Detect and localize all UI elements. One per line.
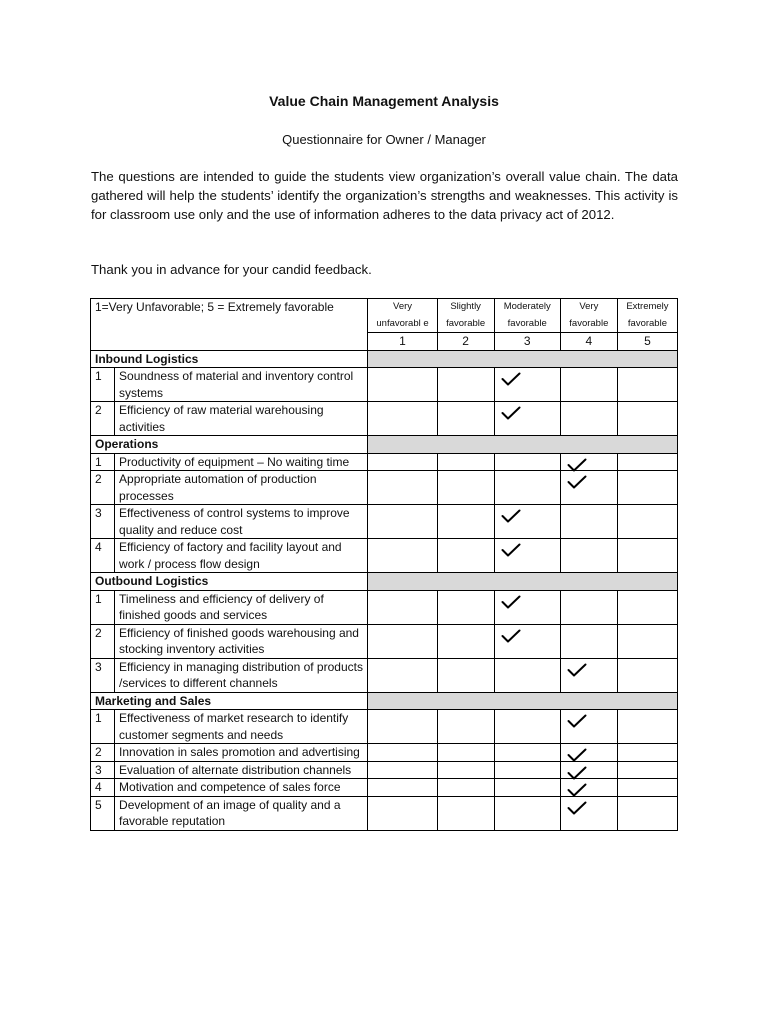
thanks-paragraph: Thank you in advance for your candid feedback. bbox=[91, 262, 372, 277]
rating-cell-1 bbox=[368, 658, 437, 692]
item-text: Appropriate automation of production processes bbox=[115, 471, 368, 505]
item-text: Soundness of material and inventory control systems bbox=[115, 368, 368, 402]
checkmark-icon bbox=[567, 748, 587, 762]
table-row bbox=[91, 402, 678, 436]
rating-cell-2 bbox=[437, 761, 494, 779]
item-number: 2 bbox=[91, 624, 115, 658]
checkmark-icon bbox=[501, 372, 521, 386]
column-header-4: Very favorable bbox=[560, 299, 617, 333]
checkmark-icon bbox=[567, 475, 587, 489]
rating-cell-2 bbox=[437, 453, 494, 471]
rating-cell-2 bbox=[437, 658, 494, 692]
item-number: 4 bbox=[91, 779, 115, 797]
checkmark-icon bbox=[567, 783, 587, 797]
table-row bbox=[91, 761, 678, 779]
rating-cell-4 bbox=[560, 539, 617, 573]
rating-cell-4 bbox=[560, 453, 617, 471]
item-number: 2 bbox=[91, 744, 115, 762]
rating-cell-5 bbox=[617, 590, 677, 624]
rating-cell-3 bbox=[494, 658, 560, 692]
table-row bbox=[91, 624, 678, 658]
table-row bbox=[91, 471, 678, 505]
rating-cell-3 bbox=[494, 624, 560, 658]
rating-cell-5 bbox=[617, 796, 677, 830]
table-row bbox=[91, 658, 678, 692]
scale-number-1: 1 bbox=[368, 333, 437, 351]
item-number: 1 bbox=[91, 368, 115, 402]
section-row bbox=[91, 692, 678, 710]
item-text: Evaluation of alternate distribution channels bbox=[115, 761, 368, 779]
rating-cell-4 bbox=[560, 624, 617, 658]
item-text: Effectiveness of control systems to improve quality and reduce cost bbox=[115, 505, 368, 539]
rating-cell-2 bbox=[437, 624, 494, 658]
rating-cell-3 bbox=[494, 471, 560, 505]
table-row bbox=[91, 796, 678, 830]
rating-cell-5 bbox=[617, 539, 677, 573]
item-text: Efficiency of factory and facility layout and work / process flow design bbox=[115, 539, 368, 573]
rating-cell-3 bbox=[494, 453, 560, 471]
rating-cell-2 bbox=[437, 368, 494, 402]
rating-cell-5 bbox=[617, 779, 677, 797]
item-number: 1 bbox=[91, 453, 115, 471]
rating-cell-1 bbox=[368, 761, 437, 779]
table-row bbox=[91, 539, 678, 573]
rating-cell-5 bbox=[617, 402, 677, 436]
rating-cell-3 bbox=[494, 779, 560, 797]
table-row bbox=[91, 453, 678, 471]
checkmark-icon bbox=[567, 766, 587, 780]
section-shading bbox=[368, 573, 678, 591]
item-number: 5 bbox=[91, 796, 115, 830]
table-row bbox=[91, 744, 678, 762]
rating-cell-4 bbox=[560, 658, 617, 692]
rating-cell-5 bbox=[617, 453, 677, 471]
rating-cell-3 bbox=[494, 539, 560, 573]
scale-number-4: 4 bbox=[560, 333, 617, 351]
section-shading bbox=[368, 692, 678, 710]
rating-cell-3 bbox=[494, 710, 560, 744]
rating-cell-4 bbox=[560, 796, 617, 830]
table-row bbox=[91, 590, 678, 624]
checkmark-icon bbox=[567, 663, 587, 677]
item-text: Innovation in sales promotion and advertising bbox=[115, 744, 368, 762]
table-row bbox=[91, 710, 678, 744]
rating-cell-1 bbox=[368, 744, 437, 762]
rating-cell-3 bbox=[494, 744, 560, 762]
rating-cell-4 bbox=[560, 590, 617, 624]
item-number: 3 bbox=[91, 658, 115, 692]
rating-cell-2 bbox=[437, 505, 494, 539]
rating-cell-5 bbox=[617, 658, 677, 692]
table-row bbox=[91, 779, 678, 797]
checkmark-icon bbox=[567, 714, 587, 728]
table-row bbox=[91, 368, 678, 402]
item-number: 1 bbox=[91, 590, 115, 624]
rating-cell-3 bbox=[494, 505, 560, 539]
rating-cell-4 bbox=[560, 744, 617, 762]
rating-cell-2 bbox=[437, 744, 494, 762]
rating-cell-3 bbox=[494, 402, 560, 436]
rating-cell-3 bbox=[494, 796, 560, 830]
section-row bbox=[91, 350, 678, 368]
rating-cell-5 bbox=[617, 710, 677, 744]
rating-cell-1 bbox=[368, 402, 437, 436]
item-number: 1 bbox=[91, 710, 115, 744]
rating-cell-1 bbox=[368, 710, 437, 744]
section-heading: Outbound Logistics bbox=[91, 573, 368, 591]
rating-cell-2 bbox=[437, 539, 494, 573]
rating-cell-5 bbox=[617, 744, 677, 762]
scale-number-2: 2 bbox=[437, 333, 494, 351]
item-text: Timeliness and efficiency of delivery of finished goods and services bbox=[115, 590, 368, 624]
rating-cell-2 bbox=[437, 796, 494, 830]
rating-cell-1 bbox=[368, 505, 437, 539]
column-header-3: Moderately favorable bbox=[494, 299, 560, 333]
rating-cell-1 bbox=[368, 471, 437, 505]
rating-cell-2 bbox=[437, 779, 494, 797]
checkmark-icon bbox=[501, 629, 521, 643]
rating-cell-1 bbox=[368, 453, 437, 471]
item-text: Efficiency of raw material warehousing activities bbox=[115, 402, 368, 436]
questionnaire-table bbox=[90, 298, 678, 831]
section-heading: Inbound Logistics bbox=[91, 350, 368, 368]
rating-cell-5 bbox=[617, 471, 677, 505]
rating-legend: 1=Very Unfavorable; 5 = Extremely favorable bbox=[91, 299, 368, 351]
rating-cell-4 bbox=[560, 505, 617, 539]
rating-cell-5 bbox=[617, 368, 677, 402]
checkmark-icon bbox=[501, 543, 521, 557]
section-shading bbox=[368, 436, 678, 454]
document-title: Value Chain Management Analysis bbox=[269, 93, 499, 109]
item-number: 3 bbox=[91, 761, 115, 779]
rating-cell-2 bbox=[437, 590, 494, 624]
rating-cell-1 bbox=[368, 590, 437, 624]
column-header-1: Very unfavorabl e bbox=[368, 299, 437, 333]
rating-cell-1 bbox=[368, 779, 437, 797]
rating-cell-4 bbox=[560, 368, 617, 402]
scale-number-3: 3 bbox=[494, 333, 560, 351]
section-row bbox=[91, 573, 678, 591]
rating-cell-4 bbox=[560, 402, 617, 436]
item-number: 3 bbox=[91, 505, 115, 539]
rating-cell-4 bbox=[560, 710, 617, 744]
scale-number-5: 5 bbox=[617, 333, 677, 351]
section-heading: Marketing and Sales bbox=[91, 692, 368, 710]
checkmark-icon bbox=[501, 595, 521, 609]
rating-cell-2 bbox=[437, 402, 494, 436]
rating-cell-4 bbox=[560, 779, 617, 797]
item-text: Motivation and competence of sales force bbox=[115, 779, 368, 797]
section-row bbox=[91, 436, 678, 454]
checkmark-icon bbox=[567, 458, 587, 472]
item-number: 2 bbox=[91, 402, 115, 436]
header-row bbox=[91, 299, 678, 333]
intro-paragraph: The questions are intended to guide the students view organization’s overall value chain. The data gathered will help the students’ identify the organization’s strengths and weaknesses. This activity is for classroom use only and the use of information adheres to the data privacy act of 2012. bbox=[91, 169, 678, 222]
checkmark-icon bbox=[567, 801, 587, 815]
column-header-2: Slightly favorable bbox=[437, 299, 494, 333]
rating-cell-1 bbox=[368, 368, 437, 402]
rating-cell-1 bbox=[368, 539, 437, 573]
rating-cell-4 bbox=[560, 471, 617, 505]
rating-cell-5 bbox=[617, 761, 677, 779]
item-text: Productivity of equipment – No waiting time bbox=[115, 453, 368, 471]
rating-cell-1 bbox=[368, 796, 437, 830]
column-header-5: Extremely favorable bbox=[617, 299, 677, 333]
checkmark-icon bbox=[501, 509, 521, 523]
item-text: Efficiency of finished goods warehousing and stocking inventory activities bbox=[115, 624, 368, 658]
rating-cell-5 bbox=[617, 624, 677, 658]
item-text: Development of an image of quality and a favorable reputation bbox=[115, 796, 368, 830]
rating-cell-3 bbox=[494, 761, 560, 779]
section-shading bbox=[368, 350, 678, 368]
rating-cell-4 bbox=[560, 761, 617, 779]
item-number: 4 bbox=[91, 539, 115, 573]
item-text: Effectiveness of market research to identify customer segments and needs bbox=[115, 710, 368, 744]
rating-cell-5 bbox=[617, 505, 677, 539]
rating-cell-1 bbox=[368, 624, 437, 658]
rating-cell-2 bbox=[437, 471, 494, 505]
item-text: Efficiency in managing distribution of products /services to different channels bbox=[115, 658, 368, 692]
table-row bbox=[91, 505, 678, 539]
section-heading: Operations bbox=[91, 436, 368, 454]
checkmark-icon bbox=[501, 406, 521, 420]
rating-cell-2 bbox=[437, 710, 494, 744]
rating-cell-3 bbox=[494, 368, 560, 402]
item-number: 2 bbox=[91, 471, 115, 505]
rating-cell-3 bbox=[494, 590, 560, 624]
document-subtitle: Questionnaire for Owner / Manager bbox=[282, 132, 486, 147]
